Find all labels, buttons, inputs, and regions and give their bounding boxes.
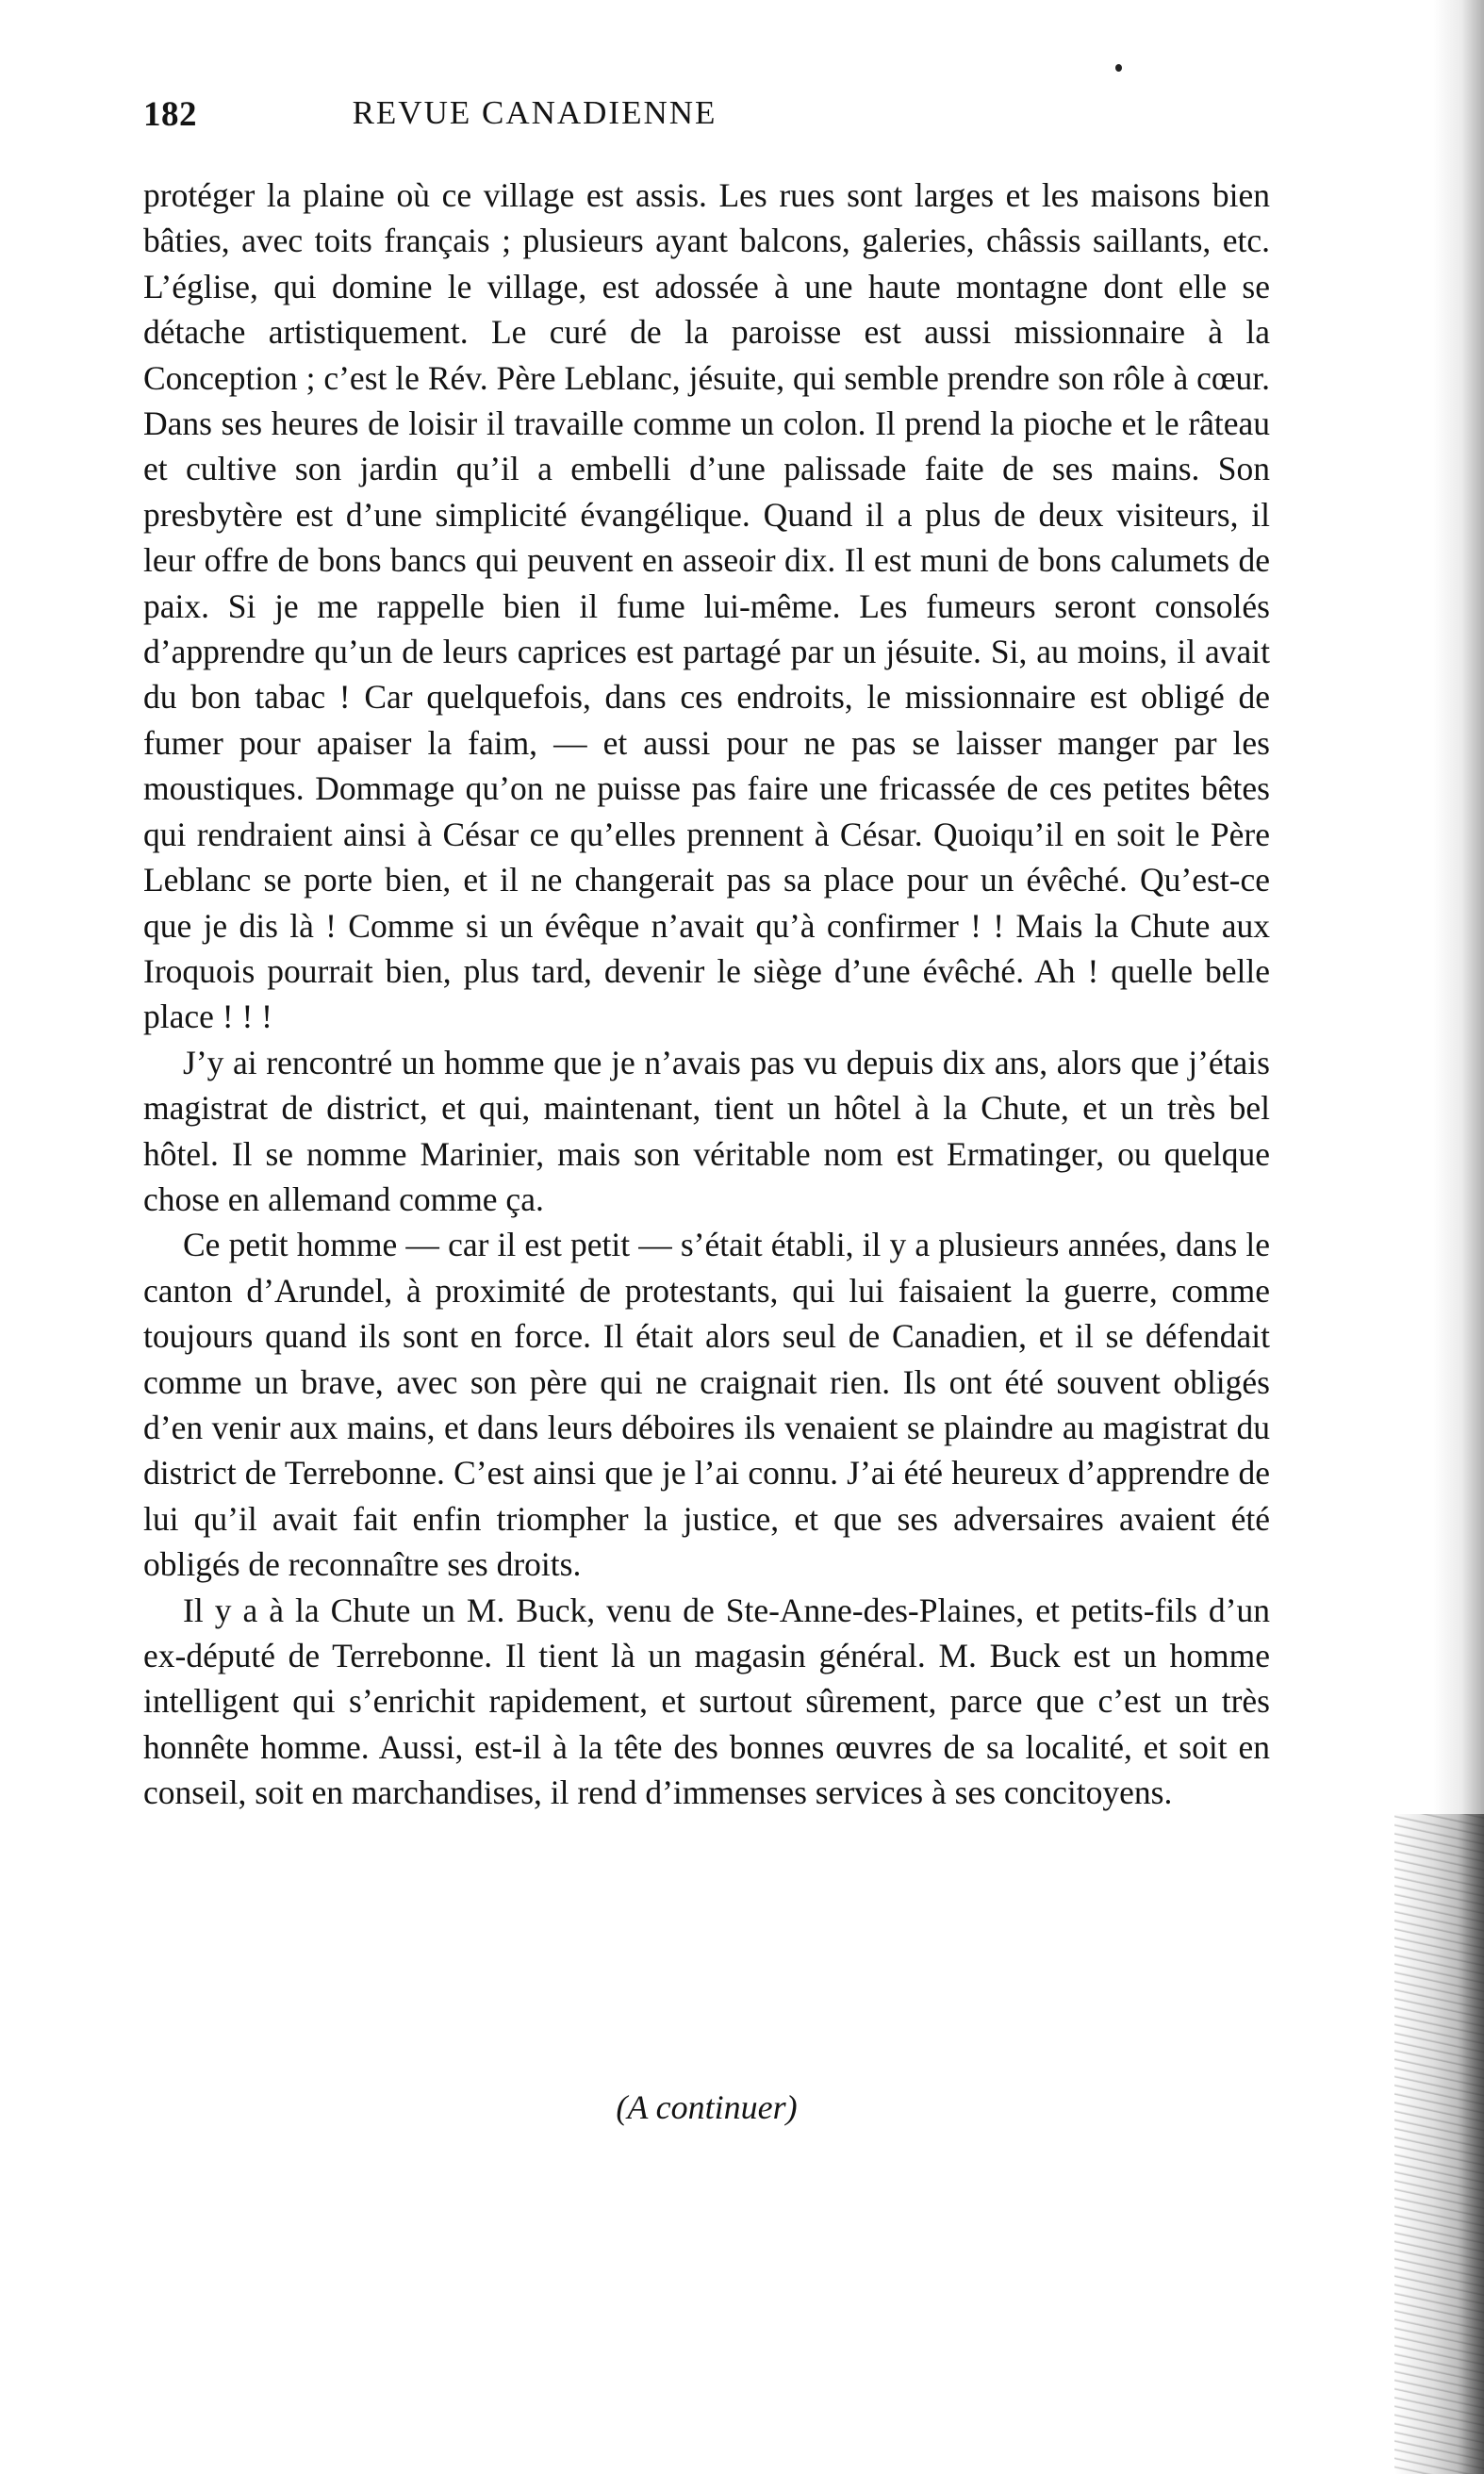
print-speck <box>1115 64 1122 72</box>
paragraph: J’y ai rencontré un homme que je n’avais pas vu depuis dix ans, alors que j’étais magistrat de district, et qui, maintenant, tient un hôtel à la Chute, et un très bel hôtel. Il se nomme Marinier, mais son véritable nom est Ermatinger, ou quelque chose en allemand comme ça. <box>143 1043 1270 1218</box>
page-header <box>143 94 926 147</box>
page-number: 182 <box>143 95 197 134</box>
paragraph: Il y a à la Chute un M. Buck, venu de Ste-Anne-des-Plaines, et petits-fils d’un ex-député de Terrebonne. Il tient là un magasin général. M. Buck est un homme intelligent qui s’enrichit rapidement, et surtout sûrement, parce que c’est un très honnête homme. Aussi, est-il à la tête des bonnes œuvres de sa localité, et soit en conseil, soit en marchandises, il rend d’immenses services à ses concitoyens. <box>143 1591 1270 1812</box>
body-text <box>143 173 1270 1816</box>
paragraph: Ce petit homme — car il est petit — s’était établi, il y a plusieurs années, dans le canton d’Arundel, à proximité de protestants, qui lui faisaient la guerre, comme toujours quand ils sont en force. Il était alors seul de Canadien, et il se défendait comme un brave, avec son père qui ne craignait rien. Ils ont été souvent obligés d’en venir aux mains, et dans leurs déboires ils venaient se plaindre au magistrat du district de Terrebonne. C’est ainsi que je l’ai connu. J’ai été heureux d’apprendre de lui qu’il avait fait enfin triompher la justice, et que ses adversaires avaient été obligés de reconnaître ses droits. <box>143 1226 1270 1584</box>
page-edge-shadow-lower <box>1394 1814 1484 2474</box>
paragraph: protéger la plaine où ce village est assis. Les rues sont larges et les maisons bien bâties, avec toits français ; plusieurs ayant balcons, galeries, châssis saillants, etc. L’église, qui domine le village, est adossée à une haute montagne dont elle se détache artistiquement. Le curé de la paroisse est aussi missionnaire à la Conception ; c’est le Rév. Père Leblanc, jésuite, qui semble prendre son rôle à cœur. Dans ses heures de loisir il travaille comme un colon. Il prend la pioche et le râteau et cultive son jardin qu’il a embelli d’une palissade faite de ses mains. Son presbytère est d’une simplicité évangélique. Quand il a plus de deux visiteurs, il leur offre de bons bancs qui peuvent en asseoir dix. Il est muni de bons calumets de paix. Si je me rappelle bien il fume lui-même. Les fumeurs seront consolés d’apprendre qu’un de leurs caprices est partagé par un jésuite. Si, au moins, il avait du bon tabac ! Car quelquefois, dans ces endroits, le missionnaire est obligé de fumer pour apaiser la faim, — et aussi pour ne pas se laisser manger par les moustiques. Dommage qu’on ne puisse pas faire une fricassée de ces petites bêtes qui rendraient ainsi à César ce qu’elles prennent à César. Quoiqu’il en soit le Père Leblanc se porte bien, et il ne changerait pas sa place pour un évêché. Qu’est-ce que je dis là ! Comme si un évêque n’avait qu’à confirmer ! ! Mais la Chute aux Iroquois pourrait bien, plus tard, devenir le siège d’une évêché. Ah ! quelle belle place ! ! ! <box>143 176 1270 1036</box>
continuation-note: (A continuer) <box>616 2088 798 2126</box>
running-head: REVUE CANADIENNE <box>352 94 717 131</box>
